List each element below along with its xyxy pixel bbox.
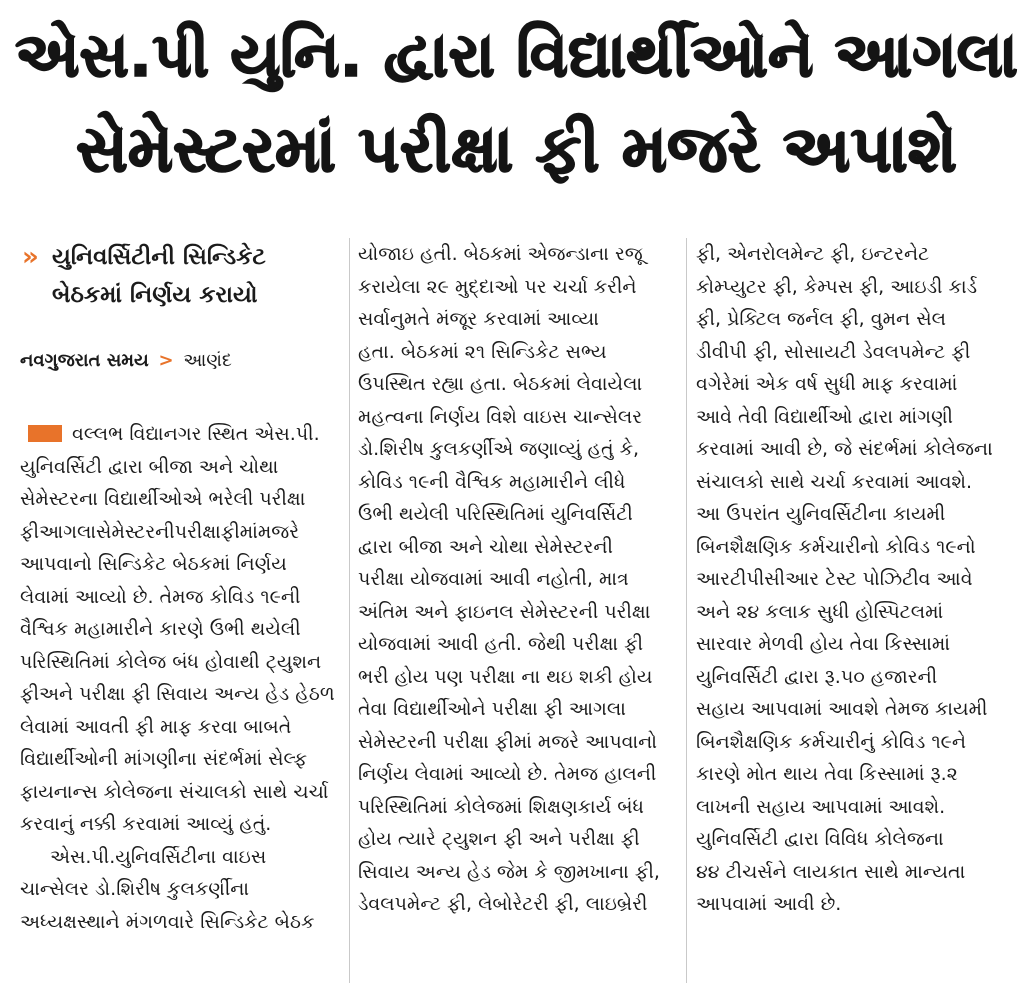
article-line: પરિસ્થિતિમાં કોલેજ બંધ હોવાથી ટ્યુશન xyxy=(20,650,322,673)
column-divider xyxy=(686,238,687,983)
article-line: આપવાનો સિન્ડિકેટ બેઠકમાં નિર્ણય xyxy=(20,553,287,575)
article-line: સહાય આપવામાં આવશે તેમજ કાયમી xyxy=(696,698,988,720)
article-line: ચાન્સેલર ડો.શિરીષ કુલકર્ણીના xyxy=(20,878,250,900)
article-line: આ ઉપરાંત યુનિવર્સિટીના કાયમી xyxy=(696,503,946,525)
article-line: કરવાનું નક્કી કરવામાં આવ્યું હતું. xyxy=(20,813,272,835)
article-line: વિદ્યાર્થીઓની માંગણીના સંદર્ભમાં સેલ્ફ xyxy=(20,748,308,770)
article-line: લેવામાં આવ્યો છે. તેમજ કોવિડ ૧૯ની xyxy=(20,585,301,608)
article-line: સર્વાનુમતે મંજૂર કરવામાં આવ્યા xyxy=(358,308,599,330)
article-line: બિનશૈક્ષણિક કર્મચારીનું કોવિડ ૧૯ને xyxy=(696,730,967,753)
article-line: મહત્વના નિર્ણય વિશે વાઇસ ચાન્સેલર xyxy=(358,405,643,428)
article-line: હોય ત્યારે ટ્યુશન ફી અને પરીક્ષા ફી xyxy=(358,828,640,850)
article-line: ઉભી થયેલી પરિસ્થિતિમાં યુનિવર્સિટી xyxy=(358,503,633,525)
article-line: દ્વારા બીજા અને ચોથા સેમેસ્ટરની xyxy=(358,535,613,558)
headline-line-1: એસ.પી યુનિ. દ્વારા વિદ્યાર્થીઓને આગલા xyxy=(15,20,1018,91)
article-line: કરવામાં આવી છે, જે સંદર્ભમાં કોલેજના xyxy=(696,438,993,460)
article-line: યુનિવર્સિટી દ્વારા વિવિધ કોલેજના xyxy=(696,828,944,850)
article-line: કોમ્પ્યુટર ફી, કેમ્પસ ફી, આઇડી કાર્ડ xyxy=(696,275,978,298)
subheading-line-2: બેઠકમાં નિર્ણય કરાયો xyxy=(52,282,258,308)
headline-line-2: સેમેસ્ટરમાં પરીક્ષા ફી મજરે અપાશે xyxy=(76,113,957,187)
article-line: ડો.શિરીષ કુલકર્ણીએ જણાવ્યું હતું કે, xyxy=(358,438,640,460)
article-line: કરાયેલા ૨૯ મુદ્દાઓ પર ચર્ચા કરીને xyxy=(358,275,637,298)
byline-separator: > xyxy=(158,350,174,371)
article-line: આવે તેવી વિદ્યાર્થીઓ દ્વારા માંગણી xyxy=(696,405,953,428)
article-line: ડેવલપમેન્ટ ફી, લેબોરેટરી ફી, લાઇબ્રેરી xyxy=(358,893,648,915)
subheading-line-1: યુનિવર્સિટીની સિન્ડિકેટ xyxy=(52,244,266,270)
article-line: ઉપસ્થિત રહ્યા હતા. બેઠકમાં લેવાયેલા xyxy=(358,373,643,395)
article-line: ફાયનાન્સ કોલેજના સંચાલકો સાથે ચર્ચા xyxy=(20,780,329,803)
article-line: યોજાઇ હતી. બેઠકમાં એજન્ડાના રજૂ xyxy=(358,243,643,265)
article-line: લેવામાં આવતી ફી માફ કરવા બાબતે xyxy=(20,715,292,738)
article-line: સંચાલકો સાથે ચર્ચા કરવામાં આવશે. xyxy=(696,470,973,493)
article-line: નિર્ણય લેવામાં આવ્યો છે. તેમજ હાલની xyxy=(358,763,657,785)
article-column-1 xyxy=(20,418,342,938)
article-line: સેમેસ્ટરના વિદ્યાર્થીઓએ ભરેલી પરીક્ષા xyxy=(20,488,306,510)
article-line: આપવામાં આવી છે. xyxy=(696,893,842,915)
article-line: કોવિડ ૧૯ની વૈશ્વિક મહામારીને લીધે xyxy=(358,470,626,493)
article-line: યુનિવર્સિટી દ્વારા રૂ.૫૦ હજારની xyxy=(696,665,938,688)
article-line: પરિસ્થિતિમાં કોલેજમાં શિક્ષણકાર્ય બંધ xyxy=(358,795,644,818)
article-line-text: વલ્લભ વિદ્યાનગર સ્થિત એસ.પી. xyxy=(72,423,320,445)
article-line: તેવા વિદ્યાર્થીઓને પરીક્ષા ફી આગલા xyxy=(358,698,626,720)
article-line: બિનશૈક્ષણિક કર્મચારીનો કોવિડ ૧૯નો xyxy=(696,535,976,558)
article-line: વગેરેમાં એક વર્ષ સુધી માફ કરવામાં xyxy=(696,373,958,395)
article-line: ફીઆગલાસેમેસ્ટરનીપરીક્ષાફીમાંમજરે xyxy=(20,520,300,543)
article-line: પરીક્ષા યોજવામાં આવી નહોતી, માત્ર xyxy=(358,568,629,590)
subheading xyxy=(20,238,342,314)
article-line: યોજવામાં આવી હતી. જેથી પરીક્ષા ફી xyxy=(358,633,644,655)
article-line: અધ્યક્ષસ્થાને મંગળવારે સિન્ડિકેટ બેઠક xyxy=(20,910,315,933)
article-line: ડીવીપી ફી, સોસાયટી ડેવલપમેન્ટ ફી xyxy=(696,340,971,363)
article-line: એસ.પી.યુનિવર્સિટીના વાઇસ xyxy=(50,845,267,868)
article-line: હતા. બેઠકમાં ૨૧ સિન્ડિકેટ સભ્ય xyxy=(358,340,607,363)
article-line: અંતિમ અને ફાઇનલ સેમેસ્ટરની પરીક્ષા xyxy=(358,600,651,623)
article-line: કારણે મોત થાય તેવા કિસ્સામાં રૂ.૨ xyxy=(696,763,958,785)
column-divider xyxy=(349,238,350,983)
article-line: ૪૪ ટીચર્સને લાયકાત સાથે માન્યતા xyxy=(696,860,966,883)
article-line: સિવાય અન્ય હેડ જેમ કે જીમખાના ફી, xyxy=(358,860,660,883)
article-line: લાખની સહાય આપવામાં આવશે. xyxy=(696,795,946,818)
article-line: યુનિવર્સિટી દ્વારા બીજા અને ચોથા xyxy=(20,455,279,478)
chevron-right-icon: » xyxy=(22,242,39,272)
article-line: આરટીપીસીઆર ટેસ્ટ પોઝિટીવ આવે xyxy=(696,568,973,590)
article-line xyxy=(20,418,342,451)
article-line: સેમેસ્ટરની પરીક્ષા ફીમાં મજરે આપવાનો xyxy=(358,730,658,753)
byline-publication: નવગુજરાત સમય xyxy=(20,350,149,371)
byline-place: આણંદ xyxy=(183,350,232,371)
article-line: ફી, પ્રેક્ટિલ જર્નલ ફી, વુમન સેલ xyxy=(696,308,946,330)
article-line: ભરી હોય પણ પરીક્ષા ના થઇ શકી હોય xyxy=(358,665,653,688)
article-line: ફી, એનરોલમેન્ટ ફી, ઇન્ટરનેટ xyxy=(696,243,930,265)
article-line: અને ૨૪ કલાક સુધી હોસ્પિટલમાં xyxy=(696,600,944,623)
article-line: વૈશ્વિક મહામારીને કારણે ઉભી થયેલી xyxy=(20,618,301,640)
article-line: સારવાર મેળવી હોય તેવા કિસ્સામાં xyxy=(696,633,950,655)
article-line: ફીઅને પરીક્ષા ફી સિવાય અન્ય હેડ હેઠળ xyxy=(20,683,335,705)
byline xyxy=(20,350,232,371)
section-marker-icon xyxy=(28,425,62,442)
article-column-2 xyxy=(358,238,678,921)
article-column-3 xyxy=(696,238,1018,921)
